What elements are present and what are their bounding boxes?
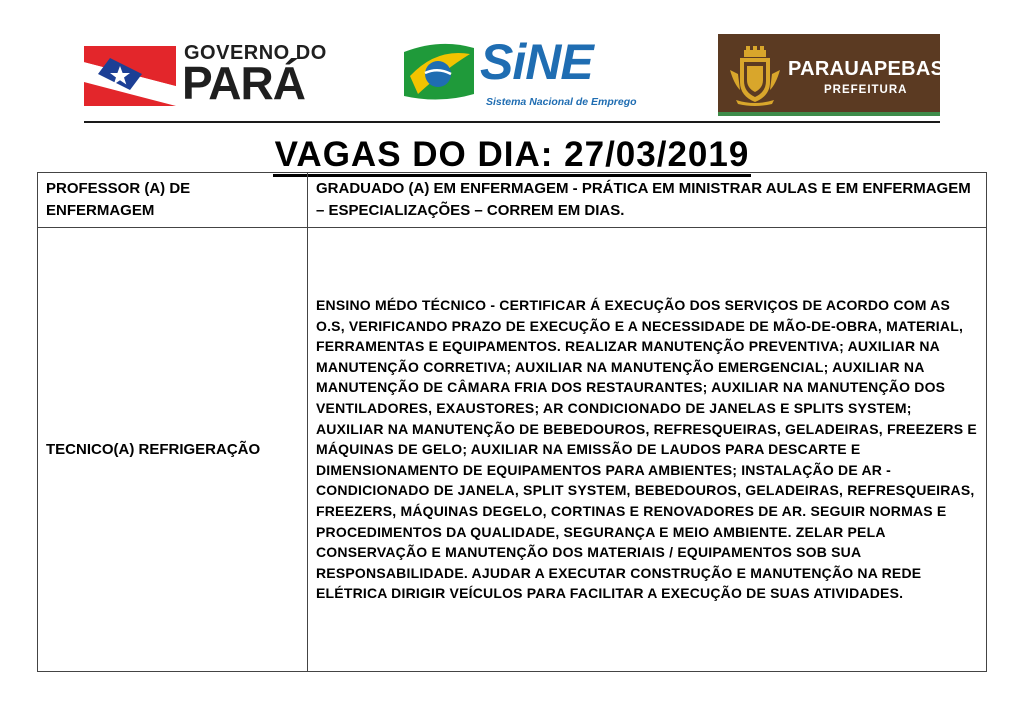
page-title: [0, 136, 1024, 174]
parauapebas-crest-icon: [728, 44, 782, 106]
prefeitura-text: PREFEITURA: [824, 84, 908, 96]
logo-bar: [84, 30, 945, 122]
brazil-flag-icon: [400, 40, 478, 104]
page-title-text: VAGAS DO DIA: 27/03/2019: [273, 135, 752, 177]
job-description-cell: GRADUADO (A) EM ENFERMAGEM - PRÁTICA EM MINISTRAR AULAS E EM ENFERMAGEM – ESPECIALIZAÇÕES – CORREM EM DIAS.: [308, 173, 987, 228]
header-divider: [84, 121, 940, 123]
table-row: [38, 173, 987, 228]
job-description-cell: ENSINO MÉDO TÉCNICO - CERTIFICAR Á EXECUÇÃO DOS SERVIÇOS DE ACORDO COM AS O.S, VERIFICANDO PRAZO DE EXECUÇÃO E A NECESSIDADE DE MÃO-DE-OBRA, MATERIAL, FERRAMENTAS E EQUIPAMENTOS. REALIZAR MANUTENÇÃO PREVENTIVA; AUXILIAR NA MANUTENÇÃO CORRETIVA; AUXILIAR NA MANUTENÇÃO EMERGENCIAL; AUXILIAR NA MANUTENÇÃO DE CÂMARA FRIA DOS RESTAURANTES; AUXILIAR NA MANUTENÇÃO DOS VENTILADORES, EXAUSTORES; AR CONDICIONADO DE JANELAS E SPLITS SYSTEM; AUXILIAR NA MANUTENÇÃO DE BEBEDOUROS, REFRESQUEIRAS, GELADEIRAS, FREEZERS E MÁQUINAS DE GELO; AUXILIAR NA EMISSÃO DE LAUDOS PARA DESCARTE E DIMENSIONAMENTO DE EQUIPAMENTOS PARA AMBIENTES; INSTALAÇÃO DE AR - CONDICIONADO DE JANELA, SPLIT SYSTEM, BEBEDOUROS, GELADEIRAS, REFRESQUEIRAS, FREEZERS, MÁQUINAS DEGELO, CORTINAS E RENOVADORES DE AR. SEGUIR NORMAS E PROCEDIMENTOS DA QUALIDADE, SEGURANÇA E MEIO AMBIENTE. ZELAR PELA CONSERVAÇÃO E MANUTENÇÃO DOS MATERIAIS / EQUIPAMENTOS SOB SUA RESPONSABILIDADE. AJUDAR A EXECUTAR CONSTRUÇÃO E MANUTENÇÃO NA REDE ELÉTRICA DIRIGIR VEÍCULOS PARA FACILITAR A EXECUÇÃO DE SUAS ATIVIDADES.: [308, 228, 987, 672]
parauapebas-text: PARAUAPEBAS: [788, 58, 945, 80]
job-title-cell: PROFESSOR (A) DE ENFERMAGEM: [38, 173, 308, 228]
sine-text: SiNE: [480, 34, 593, 90]
table-row: [38, 228, 987, 672]
sine-logo: [400, 36, 640, 116]
para-flag-icon: [84, 46, 176, 106]
jobs-table: [37, 172, 987, 672]
parauapebas-stripe: [718, 112, 940, 116]
job-title-cell: TECNICO(A) REFRIGERAÇÃO: [38, 228, 308, 672]
para-text: PARÁ: [182, 57, 305, 109]
parauapebas-logo: [718, 34, 945, 116]
governo-do-para-logo: [84, 40, 334, 110]
governo-do-text: GOVERNO DO: [184, 42, 327, 64]
sine-subtitle: Sistema Nacional de Emprego: [486, 96, 637, 108]
